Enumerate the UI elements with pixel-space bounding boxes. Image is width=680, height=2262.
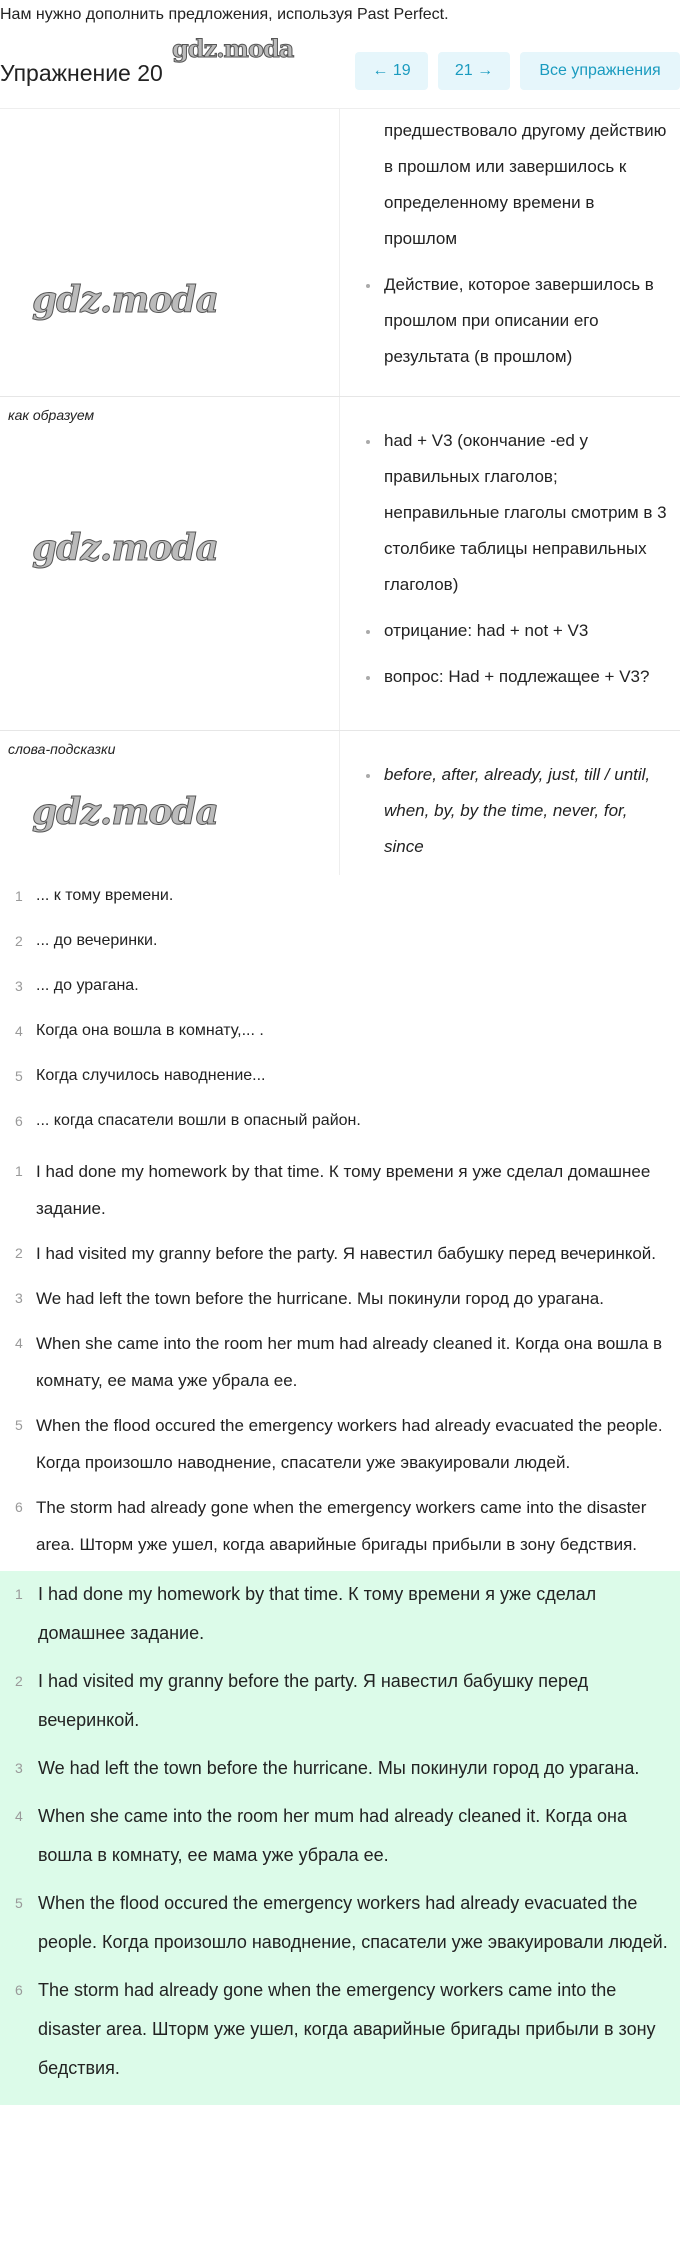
item-number: 1 bbox=[15, 1163, 23, 1179]
task-text: Когда она вошла в комнату,... . bbox=[36, 1022, 264, 1039]
content bbox=[0, 108, 680, 2105]
item-number: 1 bbox=[15, 1586, 23, 1602]
item-number: 1 bbox=[15, 888, 23, 904]
next-exercise-button[interactable]: 21 → bbox=[438, 52, 510, 90]
rule-item: before, after, already, just, till / until, when, by, by the time, never, for, since bbox=[384, 757, 668, 865]
task-item bbox=[0, 1018, 680, 1063]
watermark: gdz.moda bbox=[32, 279, 218, 321]
item-number: 2 bbox=[15, 933, 23, 949]
task-text: ... до урагана. bbox=[36, 977, 139, 994]
prev-exercise-button[interactable]: ← 19 bbox=[355, 52, 428, 90]
answer-text: We had left the town before the hurricane. Мы покинули город до урагана. bbox=[38, 1758, 640, 1778]
answer-text: We had left the town before the hurricane. Мы покинули город до урагана. bbox=[36, 1289, 604, 1308]
rule-item: Действие, которое завершилось в прошлом при описании его результата (в прошлом) bbox=[384, 267, 668, 375]
watermark: gdz.moda bbox=[32, 791, 218, 833]
answer-item bbox=[0, 1797, 680, 1875]
watermark: gdz.moda bbox=[172, 34, 294, 63]
task-text: ... к тому времени. bbox=[36, 887, 174, 904]
task-text: ... когда спасатели вошли в опасный район. bbox=[36, 1112, 361, 1129]
item-number: 3 bbox=[15, 978, 23, 994]
item-number: 4 bbox=[15, 1023, 23, 1039]
answer-text: When the flood occured the emergency workers had already evacuated the people. Когда произошло наводнение, спасатели уже эвакуировали людей. bbox=[36, 1416, 663, 1472]
answer-text: I had visited my granny before the party. Я навестил бабушку перед вечеринкой. bbox=[36, 1244, 657, 1263]
answer-item bbox=[0, 1749, 680, 1788]
task-item bbox=[0, 1063, 680, 1108]
rule-item: предшествовало другому действию в прошлом или завершилось к определенному времени в прошлом bbox=[384, 121, 667, 248]
item-number: 5 bbox=[15, 1417, 23, 1433]
answer-item bbox=[0, 1235, 680, 1272]
row-label: слова-подсказки bbox=[8, 741, 116, 757]
answer-item bbox=[0, 1971, 680, 2088]
item-number: 4 bbox=[15, 1335, 23, 1351]
answer-item bbox=[0, 1280, 680, 1317]
item-number: 5 bbox=[15, 1068, 23, 1084]
row-label-cell bbox=[0, 109, 340, 396]
page-title: Упражнение 20 bbox=[0, 60, 163, 86]
task-item bbox=[0, 883, 680, 928]
answer-text: I had done my homework by that time. К тому времени я уже сделал домашнее задание. bbox=[38, 1584, 597, 1643]
watermark: gdz.moda bbox=[32, 527, 218, 569]
item-number: 3 bbox=[15, 1760, 23, 1776]
task-item bbox=[0, 1108, 680, 1153]
answer-item bbox=[0, 1575, 680, 1653]
item-number: 3 bbox=[15, 1290, 23, 1306]
answer-text: The storm had already gone when the emergency workers came into the disaster area. Шторм уже ушел, когда аварийные бригады прибыли в зону бедствия. bbox=[38, 1980, 656, 2078]
answer-list bbox=[0, 1153, 680, 1563]
answer-text: When she came into the room her mum had already cleaned it. Когда она вошла в комнату, ее мама уже убрала ее. bbox=[38, 1806, 627, 1865]
answer-item bbox=[0, 1662, 680, 1740]
task-list bbox=[0, 883, 680, 1153]
answer-item bbox=[0, 1884, 680, 1962]
table-row bbox=[0, 397, 680, 731]
rule-item: had + V3 (окончание -ed у правильных глаголов; неправильные глаголы смотрим в 3 столбике таблицы неправильных глаголов) bbox=[384, 423, 668, 603]
all-exercises-button[interactable]: Все упражнения bbox=[520, 52, 680, 90]
answer-box bbox=[0, 1571, 680, 2105]
answer-item bbox=[0, 1489, 680, 1563]
task-text: ... до вечеринки. bbox=[36, 932, 158, 949]
item-number: 6 bbox=[15, 1499, 23, 1515]
table-row bbox=[0, 109, 680, 397]
grammar-table bbox=[0, 108, 680, 875]
row-label-cell bbox=[0, 397, 340, 730]
row-label-cell bbox=[0, 731, 340, 875]
answer-text: When she came into the room her mum had already cleaned it. Когда она вошла в комнату, ее мама уже убрала ее. bbox=[36, 1334, 663, 1390]
item-number: 6 bbox=[15, 1113, 23, 1129]
table-row bbox=[0, 731, 680, 875]
answer-item bbox=[0, 1153, 680, 1227]
rule-item: вопрос: Had + подлежащее + V3? bbox=[384, 659, 668, 695]
item-number: 5 bbox=[15, 1895, 23, 1911]
item-number: 2 bbox=[15, 1245, 23, 1261]
row-label: как образуем bbox=[8, 407, 95, 423]
item-number: 2 bbox=[15, 1673, 23, 1689]
task-text: Когда случилось наводнение... bbox=[36, 1067, 266, 1084]
item-number: 6 bbox=[15, 1982, 23, 1998]
answer-item bbox=[0, 1325, 680, 1399]
item-number: 4 bbox=[15, 1808, 23, 1824]
task-item bbox=[0, 928, 680, 973]
rule-item: отрицание: had + not + V3 bbox=[384, 613, 668, 649]
answer-text: When the flood occured the emergency workers had already evacuated the people. Когда произошло наводнение, спасатели уже эвакуировали людей. bbox=[38, 1893, 668, 1952]
answer-item bbox=[0, 1407, 680, 1481]
answer-text: I had visited my granny before the party. Я навестил бабушку перед вечеринкой. bbox=[38, 1671, 589, 1730]
answer-text: The storm had already gone when the emergency workers came into the disaster area. Шторм уже ушел, когда аварийные бригады прибыли в зону бедствия. bbox=[36, 1498, 647, 1554]
task-item bbox=[0, 973, 680, 1018]
answer-text: I had done my homework by that time. К тому времени я уже сделал домашнее задание. bbox=[36, 1162, 651, 1218]
intro-text: Нам нужно дополнить предложения, используя Past Perfect. bbox=[0, 6, 449, 23]
